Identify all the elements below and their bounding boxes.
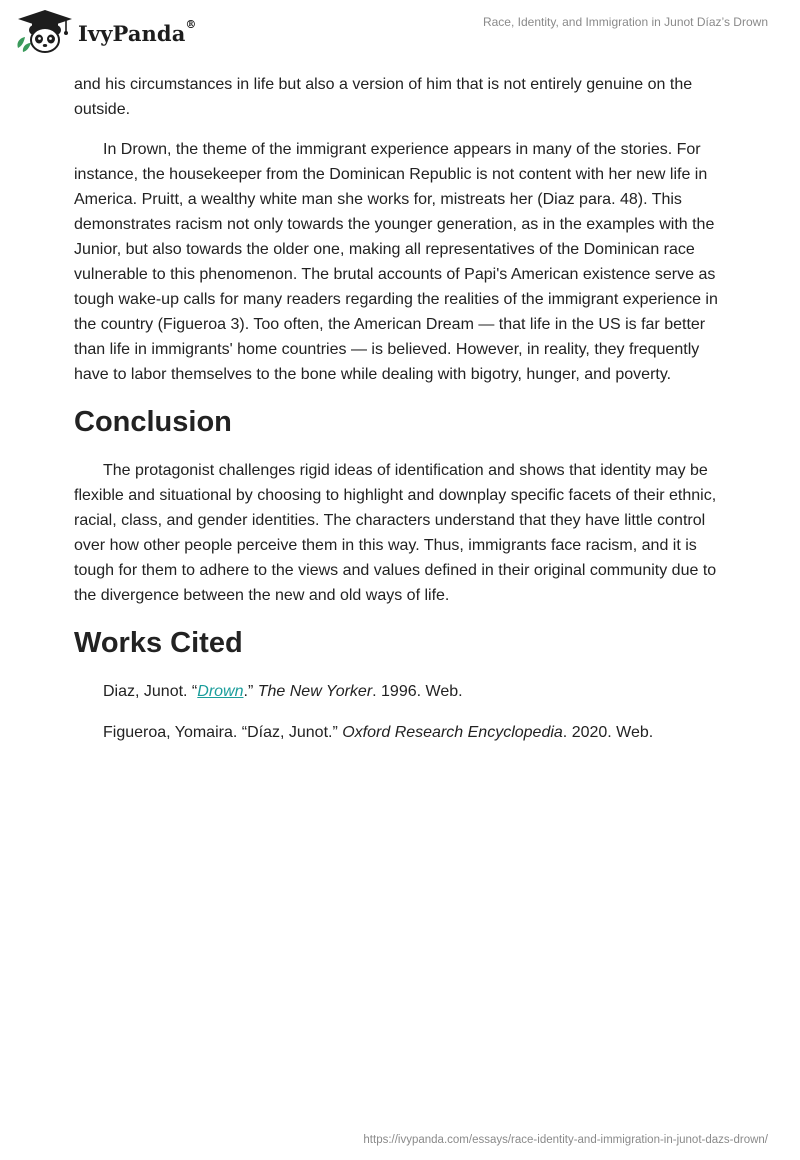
citation-author: Figueroa, Yomaira. “Díaz, Junot.” — [103, 724, 343, 741]
works-cited-heading: Works Cited — [74, 627, 243, 659]
panda-graduate-icon — [14, 8, 76, 54]
ivypanda-logo[interactable] — [14, 8, 204, 54]
footer-url[interactable]: https://ivypanda.com/essays/race-identity-and-immigration-in-junot-dazs-drown/ — [363, 1134, 768, 1146]
citation-diaz — [103, 679, 734, 704]
paragraph-immigrant-experience: In Drown, the theme of the immigrant experience appears in many of the stories. For instance, the housekeeper from the Dominican Republic is not content with her new life in America. Pruitt, a wealthy white man she works for, mistreats her (Diaz para. 48). This demonstrates racism not only towards the younger generation, as in the examples with the Junior, but also towards the older one, making all representatives of the Dominican race vulnerable to this phenomenon. The brutal accounts of Papi's American existence serve as tough wake-up calls for many readers regarding the realities of the immigrant experience in the country (Figueroa 3). Too often, the American Dream — that life in the US is far better than life in immigrants' home countries — is believed. However, in reality, they frequently have to labor themselves to the bone while dealing with bigotry, hunger, and poverty. — [74, 141, 718, 383]
citation-tail: . 2020. Web. — [562, 724, 654, 741]
citation-tail: . 1996. Web. — [372, 683, 463, 700]
page-header — [0, 0, 800, 60]
logo-wordmark — [78, 18, 197, 46]
citation-source: Oxford Research Encyclopedia — [342, 724, 563, 741]
paragraph-continued: and his circumstances in life but also a version of him that is not entirely genuine on the outside. — [74, 76, 693, 118]
document-title: Race, Identity, and Immigration in Junot Díaz’s Drown — [482, 15, 768, 29]
citation-author: Diaz, Junot. “ — [103, 683, 198, 700]
citation-source: The New Yorker — [257, 683, 373, 700]
paragraph-conclusion: The protagonist challenges rigid ideas of identification and shows that identity may be flexible and situational by choosing to highlight and downplay specific facets of their ethnic, racial, class, and gender identities. The characters understand that they have little control over how other people perceive them in this way. Thus, immigrants face racism, and it is tough for them to adhere to the views and values defined in their original community due to the divergence between the new and old ways of life. — [74, 462, 717, 604]
logo-name: IvyPanda — [78, 21, 186, 46]
citation-figueroa — [103, 720, 734, 745]
citation-punct: .” — [243, 683, 258, 700]
conclusion-heading: Conclusion — [74, 406, 232, 438]
essay-content — [74, 72, 734, 761]
citation-link-drown[interactable]: Drown — [197, 683, 244, 700]
registered-mark: ® — [185, 18, 197, 31]
